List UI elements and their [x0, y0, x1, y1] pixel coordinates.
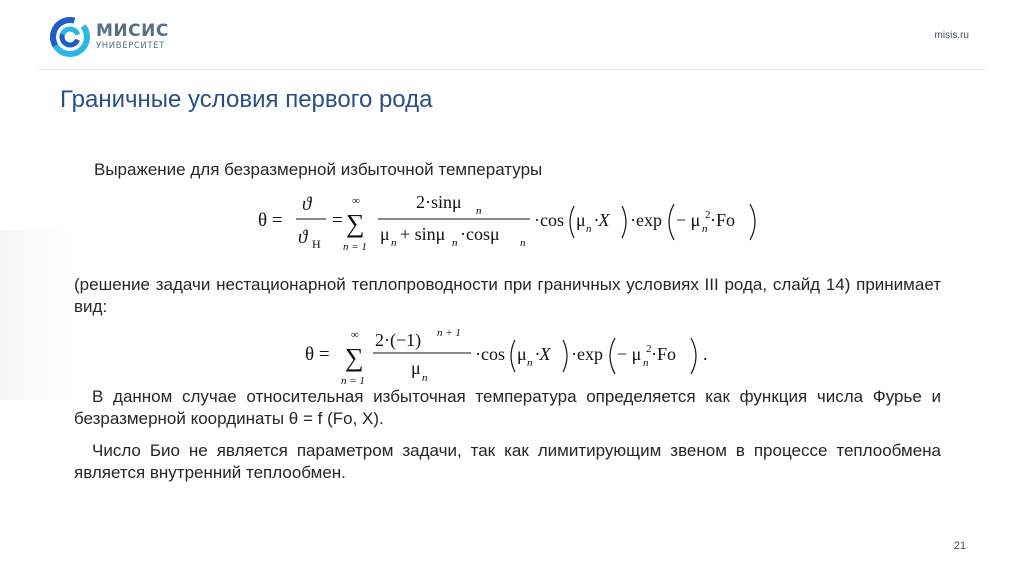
formula1-exp: ·exp: [630, 210, 662, 230]
formula1-den-b: + sinμ: [400, 224, 446, 244]
formula2-exp: ·exp: [571, 344, 603, 364]
paragraph-fourier-function: В данном случае относительная избыточная температура определяется как функция числа Фурье и безразмерной координаты θ = f (Fo, X).: [74, 387, 941, 428]
formula2-cos: ·cos: [475, 344, 505, 364]
formula1-num: 2·sinμ: [416, 192, 462, 212]
formula2-mu-sub: n: [527, 357, 533, 369]
formula2-x: ·X: [535, 344, 551, 364]
background-shade: [0, 230, 70, 400]
site-link[interactable]: misis.ru: [934, 30, 969, 41]
formula1-cos: ·cos: [534, 210, 564, 230]
formula1-eq: =: [332, 210, 343, 231]
paragraph-biot-note: Число Био не является параметром задачи, так как лимитирующим звеном в процессе теплообмена является внутренний теплообмен.: [74, 441, 941, 482]
formula2-sum-sign: ∑: [345, 343, 364, 372]
formula1-den-a: μ: [380, 224, 390, 244]
formula1-den-a-sub: n: [391, 237, 397, 249]
formula1-sum-top: ∞: [352, 195, 360, 207]
formula1-x: ·X: [594, 210, 610, 230]
formula2-den-sub: n: [422, 372, 428, 384]
formula2-pow-sub: n: [643, 357, 649, 369]
formula2-dot: .: [703, 344, 708, 364]
page-number: 21: [953, 540, 966, 552]
logo-subtitle: УНИВЕРСИТЕТ: [96, 41, 165, 52]
formula1-sum-sign: ∑: [346, 209, 365, 238]
formula1-fo: ·Fo: [710, 210, 736, 230]
formula2-sum-bottom: n = 1: [341, 375, 365, 387]
formula-dimensionless-temperature: [258, 188, 768, 261]
formula2-fo: ·Fo: [651, 344, 677, 364]
formula2-lhs: θ =: [305, 344, 330, 365]
formula1-ratio-den-sub: Н: [312, 237, 321, 251]
formula2-minus-mu: − μ: [617, 344, 642, 364]
formula2-num-pow: n + 1: [437, 327, 461, 339]
formula1-den-b-sub: n: [452, 237, 458, 249]
formula1-ratio-den: ϑ: [298, 227, 308, 248]
formula1-ratio-num: ϑ: [302, 194, 312, 215]
formula2-mu: μ: [517, 344, 527, 364]
formula2-pow: 2: [646, 343, 652, 355]
formula1-num-sub: n: [476, 205, 482, 217]
formula2-sum-top: ∞: [351, 329, 359, 341]
formula1-lhs: θ =: [258, 210, 283, 231]
formula1-den-c-sub: n: [520, 237, 526, 249]
formula2-den: μ: [411, 358, 421, 378]
formula1-mu: μ: [576, 210, 586, 230]
university-logo[interactable]: [50, 17, 169, 57]
formula1-den-c: ·cosμ: [460, 224, 500, 244]
formula1-pow: 2: [705, 209, 711, 221]
formula-first-kind-solution: [305, 326, 735, 395]
header-divider: [38, 69, 986, 70]
formula1-mu-sub: n: [586, 223, 592, 235]
formula1-sum-bottom: n = 1: [343, 241, 367, 253]
formula1-pow-sub: n: [702, 223, 708, 235]
slide-title: Граничные условия первого рода: [60, 86, 433, 113]
misis-logo-icon: [50, 17, 90, 57]
paragraph-solution-note: (решение задачи нестационарной теплопроводности при граничных условиях III рода, слайд 14) принимает вид:: [74, 275, 941, 316]
formula2-num: 2·(−1): [375, 330, 422, 350]
intro-text: Выражение для безразмерной избыточной температуры: [94, 160, 543, 179]
formula1-minus-mu: − μ: [676, 210, 701, 230]
logo-name: МИСИС: [96, 21, 169, 42]
